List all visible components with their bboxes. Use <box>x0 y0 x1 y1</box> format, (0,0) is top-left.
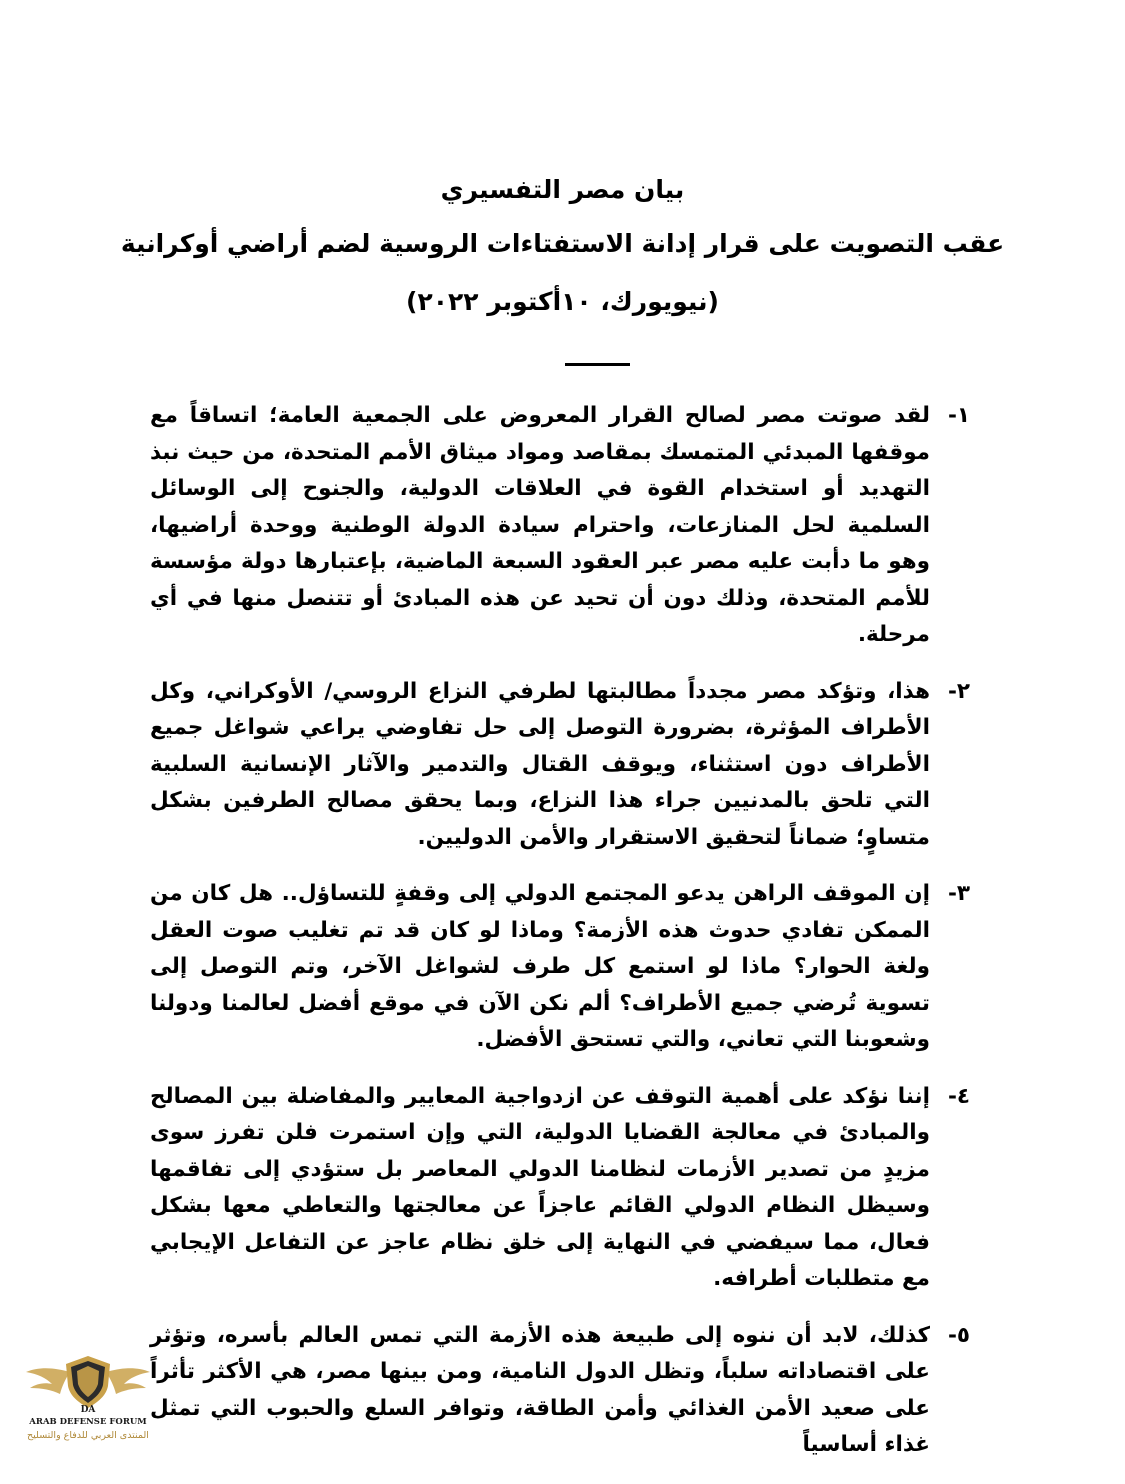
paragraph-number: ١- <box>947 403 970 428</box>
logo-initials: DA <box>80 1405 96 1415</box>
paragraph-text: إن الموقف الراهن يدعو المجتمع الدولي إلى وقفةٍ للتساؤل.. هل كان من الممكن تفادي حدوث هذه الأزمة؟ وماذا لو كان قد تم تغليب صوت العقل ولغة الحوار؟ ماذا لو استمع كل طرف لشواغل الآخر، وتم التوصل إلى تسوية تُرضي جميع الأطراف؟ ألم نكن الآن في موقع أفضل لعالمنا ودولنا وشعوبنا التي تعاني، والتي تستحق الأفضل. <box>150 881 930 1052</box>
shield-wings-icon <box>22 1352 154 1412</box>
title-separator <box>565 363 630 366</box>
paragraph-2 <box>150 674 970 857</box>
paragraph-3 <box>150 876 970 1059</box>
document-subtitle: عقب التصويت على قرار إدانة الاستفتاءات الروسية لضم أراضي أوكرانية <box>120 229 1005 258</box>
paragraph-4 <box>150 1079 970 1298</box>
logo-name-en: ARAB DEFENSE FORUM <box>29 1417 147 1427</box>
paragraph-number: ٢- <box>947 678 970 704</box>
paragraph-text: إننا نؤكد على أهمية التوقف عن ازدواجية المعايير والمفاضلة بين المصالح والمبادئ في معالجة القضايا الدولية، التي وإن استمرت فلن تفرز سوى مزيدٍ من تصدير الأزمات لنظامنا الدولي المعاصر بل ستؤدي إلى تفاقمها وسيظل النظام الدولي القائم عاجزاً عن معالجتها والتعاطي معها بشكل فعال، مما سيفضي في النهاية إلى خلق نظام عاجز عن التفاعل الإيجابي مع متطلبات أطرافه. <box>150 1083 930 1291</box>
paragraph-1 <box>150 398 970 654</box>
document-date-line: (نيويورك، ١٠أكتوبر ٢٠٢٢) <box>406 287 719 316</box>
paragraph-text: هذا، وتؤكد مصر مجدداً مطالبتها لطرفي النزاع الروسي/ الأوكراني، وكل الأطراف المؤثرة، بضرورة التوصل إلى حل تفاوضي يراعي شواغل جميع الأطراف دون استثناء، ويوقف القتال والتدمير والآثار الإنسانية السلبية التي تلحق بالمدنيين جراء هذا النزاع، وبما يحقق مصالح الطرفين بشكل متساوٍ؛ ضماناً لتحقيق الاستقرار والأمن الدوليين. <box>150 678 930 850</box>
document-title: بيان مصر التفسيري <box>440 175 685 204</box>
paragraph-number: ٥- <box>947 1322 970 1348</box>
forum-logo-watermark <box>22 1352 154 1446</box>
paragraph-number: ٣- <box>947 881 970 906</box>
paragraph-text: كذلك، لابد أن ننوه إلى طبيعة هذه الأزمة التي تمس العالم بأسره، وتؤثر على اقتصاداته سلباً، وتظل الدول النامية، ومن بينها مصر، هي الأكثر تأثراً على صعيد الأمن الغذائي وأمن الطاقة، وتوافر السلع والحبوب التي تمثل غذاء أساسياً <box>150 1322 930 1457</box>
paragraph-number: ٤- <box>947 1083 970 1109</box>
paragraph-text: لقد صوتت مصر لصالح القرار المعروض على الجمعية العامة؛ اتساقاً مع موقفها المبدئي المتمسك بمقاصد ومواد ميثاق الأمم المتحدة، من حيث نبذ التهديد أو استخدام القوة في العلاقات الدولية، والجنوح إلى الوسائل السلمية لحل المنازعات، واحترام سيادة الدولة الوطنية ووحدة أراضيها، وهو ما دأبت عليه مصر عبر العقود السبعة الماضية، بإعتبارها دولة مؤسسة للأمم المتحدة، وذلك دون أن تحيد عن هذه المبادئ أو تتنصل منها في أي مرحلة. <box>150 403 930 647</box>
document-body <box>150 398 970 1484</box>
paragraph-5 <box>150 1318 970 1464</box>
logo-name-ar: المنتدى العربي للدفاع والتسليح <box>27 1430 149 1441</box>
